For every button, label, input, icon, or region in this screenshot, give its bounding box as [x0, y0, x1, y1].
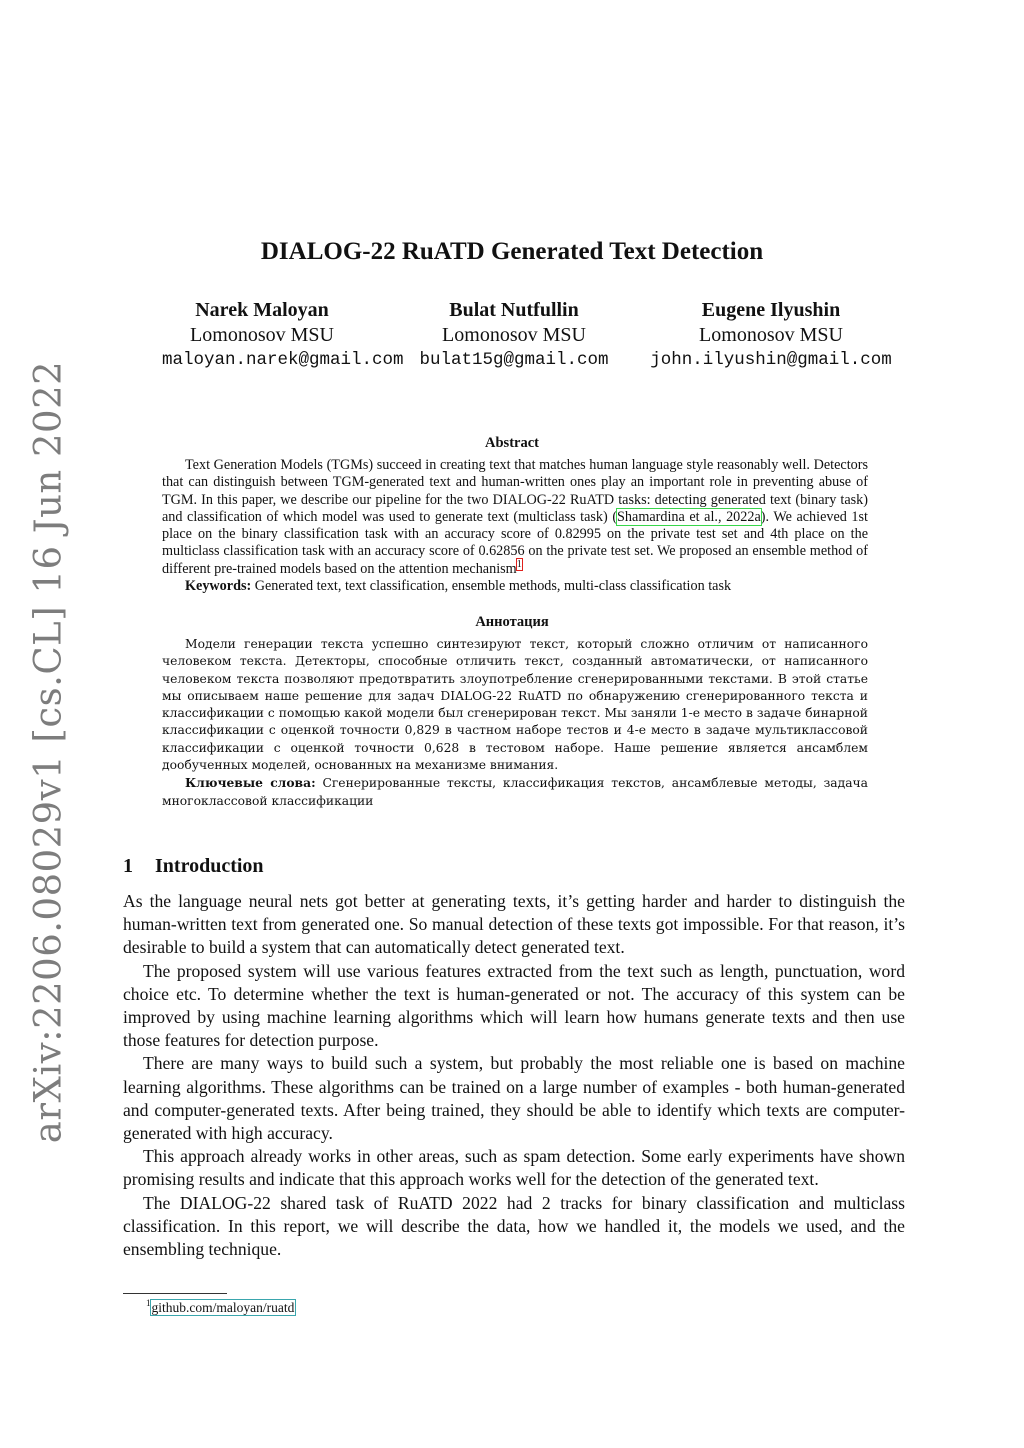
introduction-body [123, 890, 905, 1261]
footnote-link[interactable]: 1 [516, 559, 522, 571]
author-email[interactable]: bulat15g@gmail.com [419, 350, 609, 370]
paper-title: DIALOG-22 RuATD Generated Text Detection [260, 238, 764, 265]
author-affiliation: Lomonosov MSU [190, 324, 334, 346]
keywords-text: Generated text, text classification, ensemble methods, multi-class classification task [251, 578, 732, 595]
author-email[interactable]: maloyan.narek@gmail.com [162, 350, 404, 370]
body-paragraph: There are many ways to build such a system, but probably the most reliable one is based on machine learning algorithms. These algorithms can be trained on a large number of examples - both human-generated and computer-generated texts. After being trained, they should be able to identify which texts are computer-generated with high accuracy. [123, 1053, 905, 1144]
keywords-label: Ключевые слова: [185, 775, 316, 791]
footnote-mark: 1 [146, 1298, 151, 1308]
section-number: 1 [123, 855, 133, 877]
abstract-paragraph [162, 457, 868, 578]
author-1 [162, 298, 404, 373]
arxiv-side-stamp: arXiv:2206.08029v1 [cs.CL] 16 Jun 2022 [26, 360, 70, 1144]
footnote-rule [123, 1293, 227, 1294]
abstract-body [162, 457, 868, 595]
abstract-heading: Abstract [485, 435, 539, 451]
author-email[interactable]: john.ilyushin@gmail.com [650, 350, 892, 370]
author-2 [414, 298, 614, 373]
author-name: Narek Maloyan [195, 299, 329, 321]
annotation-paragraph: Модели генерации текста успешно синтезируют текст, который сложно отличим от написанного человеком текста. Детекторы, способные отличить текст, созданный автоматически, от написанного человеком текста позволяют предотвратить злоупотребление сгенерированными текстами. В этой статье мы описываем наше решение для задач DIALOG-22 RuATD по обнаружению сгенерированного текста и классификации с помощью какой модели был сгенерирован текст. Мы заняли 1-е место в задаче бинарной классификации с оценкой точности 0,829 в частном наборе тестов и 4-е место в задаче мультиклассовой классификации с оценкой точности 0,628 в тестовом наборе. Наше решение является ансамблем дообученных моделей, основанных на механизме внимания. [162, 637, 868, 773]
annotation-keywords [162, 774, 868, 810]
author-affiliation: Lomonosov MSU [699, 324, 843, 346]
body-paragraph: The proposed system will use various features extracted from the text such as length, punctuation, word choice etc. To determine whether the text is human-generated or not. The accuracy of this system can be improved by using machine learning algorithms which will learn how humans generate texts and then use those features for detection purpose. [123, 960, 905, 1051]
abstract-keywords [162, 578, 868, 595]
footnote-url-link[interactable]: github.com/maloyan/ruatd [151, 1299, 295, 1315]
keywords-label: Keywords: [185, 578, 252, 595]
author-affiliation: Lomonosov MSU [442, 324, 586, 346]
abstract-text: ). We achieved 1st place on the binary classification task with an accuracy score of 0.82995 on the private test set and 4th place on the multiclass classification task with an accuracy score of 0.62856 on the private test set. We proposed an ensemble method of different pre-trained models based on the attention mechanism [162, 508, 868, 577]
body-paragraph: This approach already works in other areas, such as spam detection. Some early experiments have shown promising results and indicate that this approach works well for the detection of the generated text. [123, 1146, 905, 1190]
author-name: Bulat Nutfullin [449, 299, 579, 321]
author-3 [646, 298, 896, 373]
body-paragraph: As the language neural nets got better at generating texts, it’s getting harder and harder to distinguish the human-written text from generated one. So manual detection of these texts got impossible. For that reason, it’s desirable to build a system that can automatically detect generated text. [123, 891, 905, 958]
annotation-heading: Аннотация [475, 614, 549, 630]
abstract-text: Text Generation Models (TGMs) succeed in creating text that matches human language style reasonably well. Detectors that can distinguish between TGM-generated text and human-written ones play an important role in preventing abuse of TGM. In this paper, we describe our pipeline for the two DIALOG-22 RuATD tasks: detecting generated text (binary task) and classification of which model was used to generate text (multiclass task) ( [162, 457, 868, 525]
annotation-body [162, 636, 868, 810]
body-paragraph: The DIALOG-22 shared task of RuATD 2022 had 2 tracks for binary classification and multiclass classification. In this report, we will describe the data, how we handled it, the models we used, and the ensembling technique. [123, 1192, 905, 1260]
citation-link[interactable]: Shamardina et al., 2022a [617, 508, 761, 525]
section-heading [123, 855, 264, 878]
section-title: Introduction [155, 855, 264, 877]
author-name: Eugene Ilyushin [701, 299, 841, 321]
keywords-text: Сгенерированные тексты, классификация текстов, ансамблевые методы, задача многоклассовой классификации [162, 776, 868, 808]
footnote [146, 1298, 295, 1316]
